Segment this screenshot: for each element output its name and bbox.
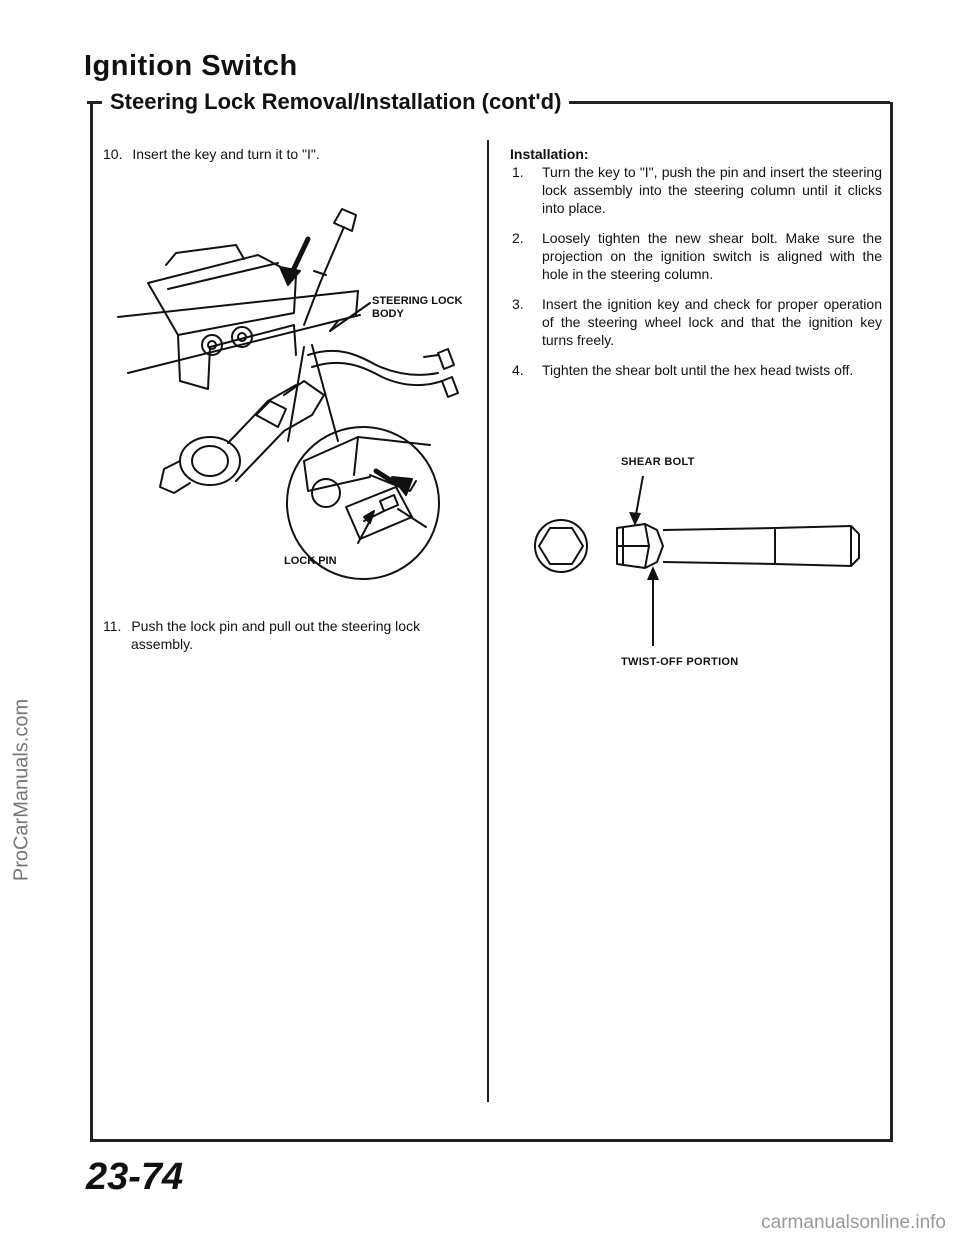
- installation-step: [510, 163, 882, 217]
- twist-off-portion-label: TWIST-OFF PORTION: [621, 656, 739, 668]
- installation-step: [510, 229, 882, 283]
- installation-step: [510, 295, 882, 349]
- step-10-text: Insert the key and turn it to "I".: [132, 146, 320, 162]
- step-11: [103, 617, 463, 653]
- installation-step-number: 3.: [512, 296, 524, 312]
- step-11-text-line1: Push the lock pin and pull out the steering lock: [131, 618, 421, 634]
- installation-step-text: Tighten the shear bolt until the hex head twists off.: [542, 362, 854, 378]
- step-10-number: 10.: [103, 146, 123, 162]
- installation-step-number: 4.: [512, 362, 524, 378]
- section-subtitle: Steering Lock Removal/Installation (cont'd): [102, 89, 569, 115]
- installation-step-text: Turn the key to "I", push the pin and insert the steering lock assembly into the steering column until it clicks into place.: [542, 164, 882, 216]
- frame-top-right-segment: [548, 101, 890, 104]
- step-10: [103, 145, 320, 163]
- column-divider: [487, 140, 489, 1102]
- side-watermark: [11, 510, 33, 1070]
- installation-step-text: Insert the ignition key and check for proper operation of the steering wheel lock and that the ignition key turns freely.: [542, 296, 882, 348]
- installation-step-number: 2.: [512, 230, 524, 246]
- shear-bolt-illustration: [525, 468, 875, 658]
- step-11-text-line2: assembly.: [131, 636, 193, 652]
- side-watermark-text: ProCarManuals.com: [10, 698, 33, 882]
- installation-section: [510, 145, 882, 391]
- shear-bolt-label: SHEAR BOLT: [621, 456, 695, 468]
- installation-step: [510, 361, 882, 379]
- steering-lock-body-label-line1: STEERING LOCK: [372, 295, 463, 307]
- step-11-number: 11.: [103, 618, 122, 634]
- steering-lock-body-label-line2: BODY: [372, 308, 404, 320]
- installation-step-number: 1.: [512, 164, 524, 180]
- page-title: Ignition Switch: [84, 50, 298, 82]
- bottom-watermark: carmanualsonline.info: [761, 1212, 946, 1233]
- lock-pin-label: LOCK PIN: [284, 555, 337, 567]
- steering-lock-removal-illustration: [108, 205, 480, 595]
- installation-heading: Installation:: [510, 146, 589, 162]
- page-number: 23-74: [86, 1156, 184, 1198]
- installation-step-text: Loosely tighten the new shear bolt. Make sure the projection on the ignition switch is aligned with the hole in the steering column.: [542, 230, 882, 282]
